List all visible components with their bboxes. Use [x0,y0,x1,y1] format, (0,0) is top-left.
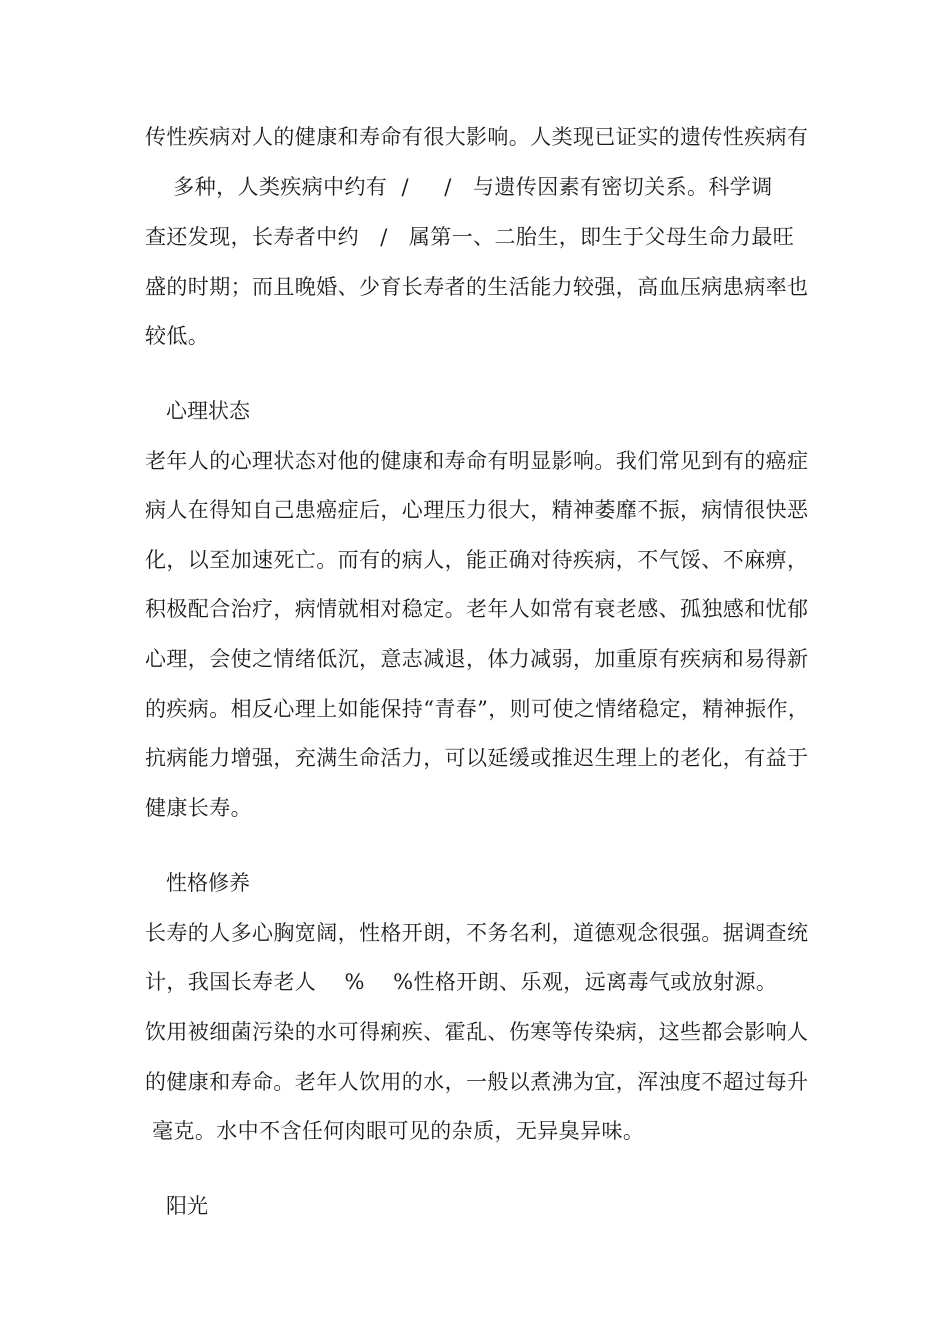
paragraph-line: 心理，会使之情绪低沉，意志减退，体力减弱，加重原有疾病和易得新 [145,647,809,671]
paragraph-line: 多种，人类疾病中约有 / / 与遗传因素有密切关系。科学调 [145,175,773,199]
paragraph-line: 毫克。水中不含任何肉眼可见的杂质，无异臭异味。 [145,1119,645,1143]
section-heading-character: 性格修养 [166,871,250,895]
paragraph-line: 的健康和寿命。老年人饮用的水，一般以煮沸为宜，浑浊度不超过每升 [145,1070,809,1094]
paragraph-line: 饮用被细菌污染的水可得痢疾、霍乱、伤寒等传染病，这些都会影响人 [145,1020,809,1044]
paragraph-line: 健康长寿。 [145,796,252,820]
paragraph-line: 的疾病。相反心理上如能保持“青春”，则可使之情绪稳定，精神振作， [145,697,810,721]
paragraph-line: 传性疾病对人的健康和寿命有很大影响。人类现已证实的遗传性疾病有 [145,125,809,149]
paragraph-line: 盛的时期；而且晚婚、少育长寿者的生活能力较强，高血压病患病率也 [145,275,809,299]
section-heading-psychology: 心理状态 [166,399,250,423]
paragraph-line: 抗病能力增强，充满生命活力，可以延缓或推迟生理上的老化，有益于 [145,746,809,770]
paragraph-line: 长寿的人多心胸宽阔，性格开朗，不务名利，道德观念很强。据调查统 [145,921,809,945]
paragraph-line: 积极配合治疗，病情就相对稳定。老年人如常有衰老感、孤独感和忧郁 [145,597,809,621]
paragraph-line: 查还发现，长寿者中约 / 属第一、二胎生，即生于父母生命力最旺 [145,225,795,249]
paragraph-line: 化，以至加速死亡。而有的病人，能正确对待疾病，不气馁、不麻痹， [145,548,809,572]
paragraph-line: 较低。 [145,324,210,348]
paragraph-line: 病人在得知自己患癌症后，心理压力很大，精神萎靡不振，病情很快恶 [145,498,809,522]
paragraph-line: 计，我国长寿老人 % %性格开朗、乐观，远离毒气或放射源。 [145,970,778,994]
paragraph-line: 老年人的心理状态对他的健康和寿命有明显影响。我们常见到有的癌症 [145,449,809,473]
section-heading-sunlight: 阳光 [166,1194,208,1218]
